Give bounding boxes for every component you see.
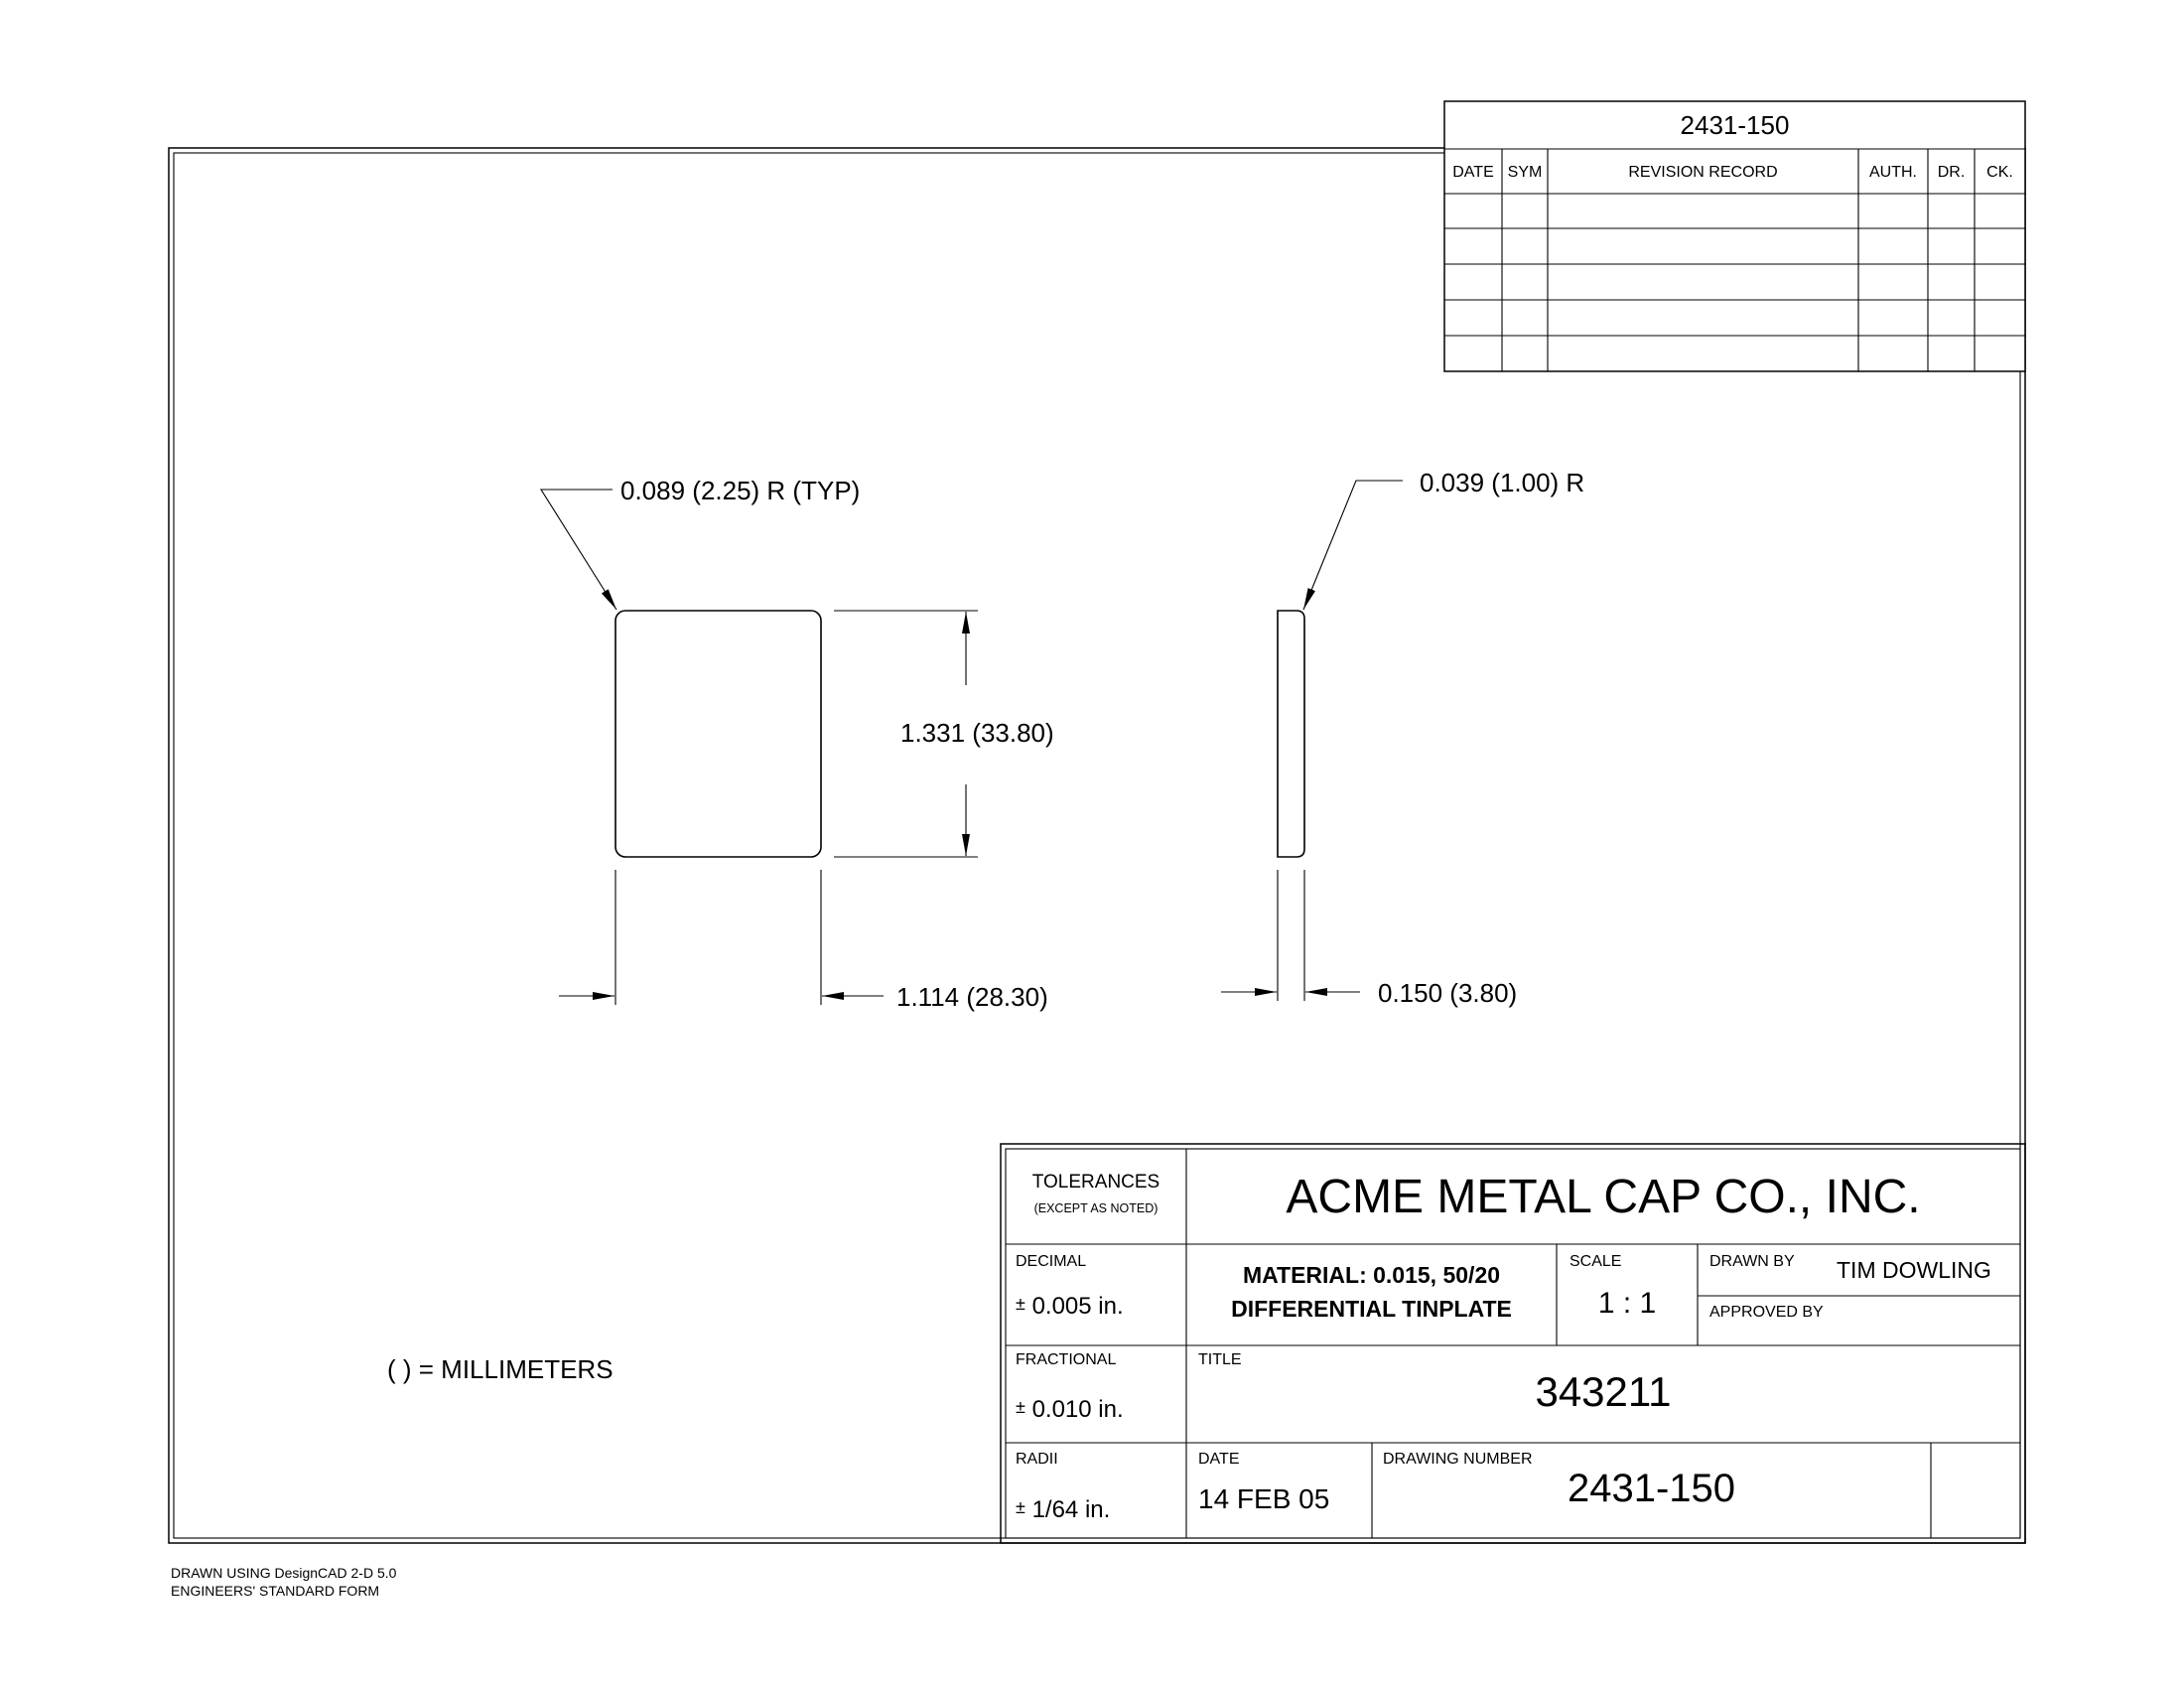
revision-header-dr: DR.: [1937, 164, 1966, 181]
title-label: TITLE: [1198, 1351, 1242, 1368]
side-view-outline: [1278, 611, 1304, 857]
fractional-label: FRACTIONAL: [1016, 1351, 1117, 1368]
width-dimension: [559, 870, 884, 1005]
revision-drawing-number: 2431-150: [1680, 110, 1790, 140]
scale-value: 1 : 1: [1597, 1287, 1657, 1320]
thickness-dimension-label: 0.150 (3.80): [1378, 978, 1518, 1008]
revision-header-record: REVISION RECORD: [1628, 164, 1778, 181]
material-line-2: DIFFERENTIAL TINPLATE: [1231, 1296, 1512, 1322]
thickness-dimension: [1221, 870, 1360, 1001]
approved-by-label: APPROVED BY: [1709, 1304, 1824, 1321]
radii-tolerance: [1016, 1498, 1110, 1522]
except-as-noted-label: (EXCEPT AS NOTED): [1033, 1201, 1159, 1215]
decimal-value: 0.005 in.: [1031, 1293, 1124, 1320]
drawn-by-value: TIM DOWLING: [1837, 1257, 1991, 1283]
revision-block-frame: [1444, 101, 2025, 371]
decimal-label: DECIMAL: [1016, 1253, 1087, 1270]
title-value: 343211: [1535, 1368, 1672, 1415]
fractional-tolerance: [1016, 1398, 1124, 1422]
drawn-by-label: DRAWN BY: [1709, 1253, 1795, 1270]
revision-header-ck: CK.: [1986, 164, 2013, 181]
units-note: ( ) = MILLIMETERS: [387, 1354, 614, 1384]
footer-software-note: DRAWN USING DesignCAD 2-D 5.0: [171, 1565, 397, 1581]
radii-label: RADII: [1016, 1451, 1058, 1468]
plus-minus-icon: ±: [1016, 1397, 1025, 1417]
footer-form-note: ENGINEERS' STANDARD FORM: [171, 1583, 380, 1599]
scale-label: SCALE: [1570, 1253, 1622, 1270]
decimal-tolerance: [1016, 1295, 1124, 1319]
side-radius-leader: [1303, 481, 1403, 610]
plus-minus-icon: ±: [1016, 1497, 1025, 1517]
fractional-value: 0.010 in.: [1031, 1396, 1124, 1423]
front-corner-radius-label: 0.089 (2.25) R (TYP): [620, 476, 861, 505]
revision-header-auth: AUTH.: [1869, 164, 1917, 181]
front-radius-leader: [541, 490, 616, 610]
revision-header-sym: SYM: [1507, 164, 1543, 181]
tolerances-label: TOLERANCES: [1031, 1172, 1160, 1193]
material-line-1: MATERIAL: 0.015, 50/20: [1242, 1262, 1501, 1288]
front-view-outline: [615, 611, 821, 857]
drawing-number-value: 2431-150: [1567, 1467, 1736, 1510]
date-value: 14 FEB 05: [1198, 1483, 1330, 1514]
radii-value: 1/64 in.: [1031, 1496, 1111, 1523]
revision-header-date: DATE: [1452, 164, 1494, 181]
height-dimension-label: 1.331 (33.80): [900, 718, 1054, 748]
side-corner-radius-label: 0.039 (1.00) R: [1420, 468, 1585, 497]
date-label: DATE: [1198, 1451, 1240, 1468]
drawing-number-label: DRAWING NUMBER: [1383, 1451, 1533, 1468]
width-dimension-label: 1.114 (28.30): [896, 982, 1048, 1012]
plus-minus-icon: ±: [1016, 1294, 1025, 1314]
company-name: ACME METAL CAP CO., INC.: [1286, 1171, 1921, 1223]
